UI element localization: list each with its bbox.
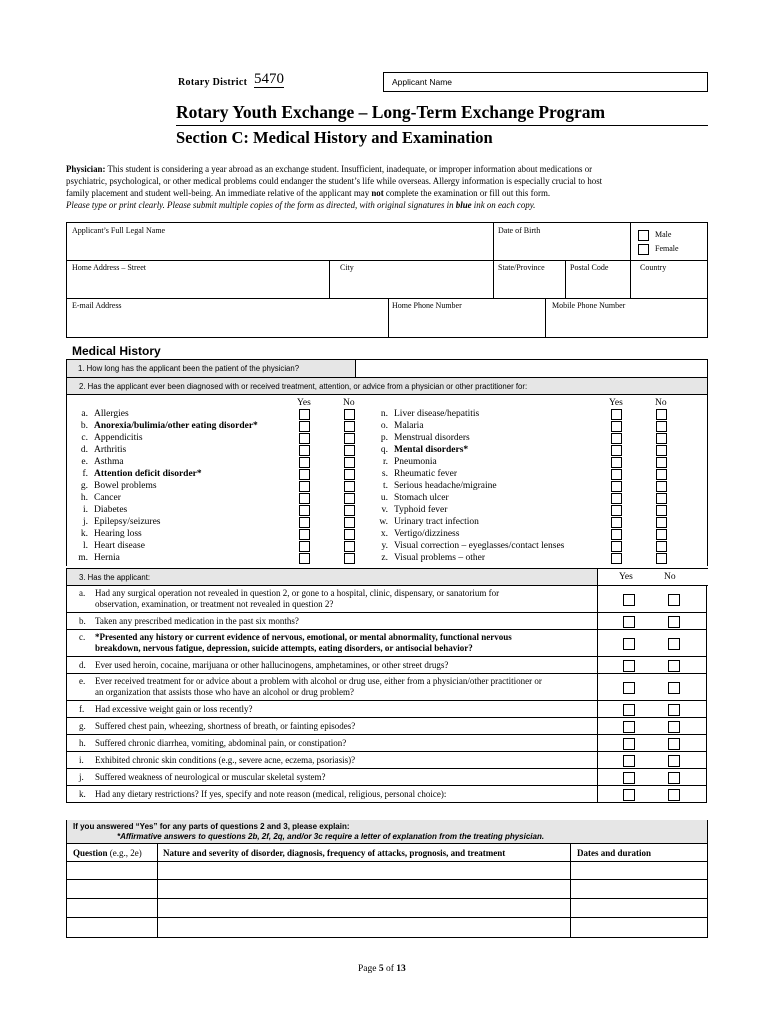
q3-letter: e. [79,676,86,686]
condition-text: Appendicitis [94,433,143,443]
condition-no-checkbox[interactable] [656,457,667,468]
condition-yes-checkbox[interactable] [611,505,622,516]
q3-letter: j. [79,772,84,782]
condition-letter: y. [381,541,388,551]
q2-label: 2. Has the applicant ever been diagnosed with or received treatment, attention, or advice from a physician or other practitioner for: [79,382,528,391]
condition-text: Diabetes [94,505,128,515]
condition-yes-checkbox[interactable] [611,481,622,492]
condition-yes-checkbox[interactable] [611,433,622,444]
condition-row-left [66,468,202,480]
instruction-bold: blue [455,200,472,210]
yes-header-right: Yes [609,398,623,408]
condition-letter: o. [380,421,388,431]
condition-row-right [366,408,479,420]
condition-text: Rheumatic fever [394,469,458,479]
condition-text: Arthritis [94,445,127,455]
condition-text: Hernia [94,553,120,563]
q1-label: 1. How long has the applicant been the patient of the physician? [78,364,300,373]
condition-row-right [366,444,468,456]
q3-yes-checkbox[interactable] [623,682,635,694]
condition-row-left [66,432,143,444]
condition-no-checkbox[interactable] [344,493,355,504]
intro-line-3-post: complete the examination or fill out this form. [383,188,551,198]
q3-question [79,660,448,671]
q3-line-1: Suffered weakness of neurological or muscular skeletal system? [95,772,326,782]
q3-no-checkbox[interactable] [668,638,680,650]
dob-field[interactable]: Date of Birth [498,226,541,235]
condition-text: Typhoid fever [394,505,448,515]
q3-no-checkbox[interactable] [668,738,680,750]
condition-text: Vertigo/dizziness [394,529,460,539]
condition-no-checkbox[interactable] [344,445,355,456]
state-field[interactable]: State/Province [498,263,545,272]
q3-line-1: Had any surgical operation not revealed in question 2, or gone to a hospital, clinic, dispensary, or sanatorium for [95,588,500,598]
intro-line-2: psychiatric, psychological, or other medical problems could endanger the student’s life while overseas. Allergy information is especially crucial to host [66,176,603,186]
page-number [358,964,406,974]
condition-yes-checkbox[interactable] [299,553,310,564]
condition-no-checkbox[interactable] [344,505,355,516]
condition-letter: n. [380,409,388,419]
q3-row [66,735,707,752]
condition-row-right [366,456,437,468]
condition-letter: g. [80,481,88,491]
condition-letter: m. [78,553,88,563]
physician-label: Physician: [66,164,106,174]
condition-letter: p. [380,433,388,443]
page-total: 13 [396,964,406,974]
q3-no-checkbox[interactable] [668,772,680,784]
condition-text: Serious headache/migraine [394,481,497,491]
q3-yes-checkbox[interactable] [623,594,635,606]
q3-no-header: No [664,572,676,582]
condition-row-right [366,528,459,540]
q3-yes-checkbox[interactable] [623,704,635,716]
female-option[interactable] [638,244,679,255]
q3-no-checkbox[interactable] [668,660,680,672]
condition-row-left [66,420,258,432]
full-name-field[interactable]: Applicant’s Full Legal Name [72,226,166,235]
condition-letter: x. [380,529,388,539]
q3-row [66,657,707,674]
q3-line-2: breakdown, nervous fatigue, depression, suicide attempts, eating disorders, or antisocial behavior? [95,643,473,653]
condition-row-left [66,540,145,552]
condition-no-checkbox[interactable] [344,433,355,444]
instruction-pre: Please type or print clearly. Please submit multiple copies of the form as directed, with original signatures in [66,200,456,210]
condition-no-checkbox[interactable] [656,445,667,456]
q3-yes-header: Yes [619,572,633,582]
district-value[interactable]: 5470 [254,71,284,87]
q3-yes-checkbox[interactable] [623,772,635,784]
q3-row [66,718,707,735]
condition-no-checkbox[interactable] [656,481,667,492]
q3-letter: b. [79,616,86,626]
col-dates-header: Dates and duration [577,848,652,858]
q3-letter: a. [79,588,86,598]
intro-line-3-bold: not [371,188,384,198]
condition-row-left [66,552,120,564]
no-header-right: No [655,398,667,408]
condition-no-checkbox[interactable] [656,433,667,444]
condition-text: Visual problems – other [394,553,485,563]
q3-yes-checkbox[interactable] [623,738,635,750]
condition-text: Stomach ulcer [394,493,449,503]
condition-text: Menstrual disorders [394,433,470,443]
yes-note: If you answered “Yes” for any parts of questions 2 and 3, please explain: [73,822,350,831]
condition-text: Cancer [94,493,121,503]
page-pre: Page [358,964,379,974]
q3-line-2: an organization that assists those who have an alcohol or drug problem? [95,687,355,697]
condition-row-left [66,456,124,468]
condition-yes-checkbox[interactable] [299,457,310,468]
q3-no-checkbox[interactable] [668,789,680,801]
condition-yes-checkbox[interactable] [299,481,310,492]
female-label: Female [655,244,679,254]
condition-letter: l. [82,541,88,551]
condition-yes-checkbox[interactable] [611,469,622,480]
q3-line-1: *Presented any history or current evidence of nervous, emotional, or mental abnormality, functional nervous [95,632,512,642]
condition-yes-checkbox[interactable] [611,493,622,504]
condition-yes-checkbox[interactable] [299,469,310,480]
q3-yes-checkbox[interactable] [623,616,635,628]
email-field[interactable]: E-mail Address [72,301,122,310]
condition-letter: z. [381,553,388,563]
page-of: of [383,964,397,974]
condition-no-checkbox[interactable] [344,409,355,420]
condition-text: Anorexia/bulimia/other eating disorder* [94,421,258,431]
condition-row-right [366,432,470,444]
condition-no-checkbox[interactable] [656,517,667,528]
col-question-rest: (e.g., 2e) [107,848,142,858]
q3-yes-checkbox[interactable] [623,755,635,767]
condition-text: Mental disorders* [394,445,469,455]
q3-row [66,752,707,769]
condition-yes-checkbox[interactable] [611,445,622,456]
condition-yes-checkbox[interactable] [611,409,622,420]
condition-letter: q. [380,445,388,455]
q3-line-1: Exhibited chronic skin conditions (e.g., severe acne, eczema, psoriasis)? [95,755,356,765]
applicant-info-grid [66,222,708,338]
condition-row-right [366,420,424,432]
condition-yes-checkbox[interactable] [611,517,622,528]
condition-yes-checkbox[interactable] [299,421,310,432]
condition-yes-checkbox[interactable] [299,517,310,528]
col-question-bold: Question [73,848,108,858]
condition-yes-checkbox[interactable] [299,433,310,444]
condition-letter: u. [380,493,388,503]
explanation-cell[interactable] [158,862,570,879]
q3-no-checkbox[interactable] [668,616,680,628]
condition-letter: k. [80,529,88,539]
applicant-name-label: Applicant Name [392,77,453,87]
condition-row-left [66,504,127,516]
q3-yes-checkbox[interactable] [623,789,635,801]
condition-no-checkbox[interactable] [344,517,355,528]
q3-row [66,769,707,786]
applicant-name-field[interactable] [383,72,708,92]
street-field[interactable]: Home Address – Street [72,263,146,272]
page-subtitle: Section C: Medical History and Examination [176,128,493,147]
condition-yes-checkbox[interactable] [611,541,622,552]
condition-yes-checkbox[interactable] [611,529,622,540]
q3-row [66,701,707,718]
postal-field[interactable]: Postal Code [570,263,609,272]
condition-row-left [66,408,129,420]
condition-yes-checkbox[interactable] [611,457,622,468]
col-question-header [73,848,142,858]
page-title: Rotary Youth Exchange – Long-Term Exchange Program [176,102,606,122]
q3-no-checkbox[interactable] [668,755,680,767]
condition-row-left [66,516,160,528]
condition-text: Epilepsy/seizures [94,517,161,527]
q3-yes-checkbox[interactable] [623,660,635,672]
condition-letter: r. [382,457,388,467]
condition-no-checkbox[interactable] [656,409,667,420]
condition-row-right [366,540,564,552]
explanation-cell[interactable] [67,862,157,879]
condition-row-right [366,492,449,504]
condition-yes-checkbox[interactable] [611,553,622,564]
home-phone-field[interactable]: Home Phone Number [392,301,462,310]
yes-header-left: Yes [297,398,311,408]
condition-no-checkbox[interactable] [656,541,667,552]
condition-letter: w. [379,517,388,527]
q3-letter: h. [79,738,86,748]
q2-row [66,378,708,395]
condition-text: Urinary tract infection [394,517,479,527]
condition-letter: b. [80,421,88,431]
q3-question [79,632,512,654]
condition-yes-checkbox[interactable] [299,445,310,456]
condition-letter: a. [81,409,88,419]
q3-question [79,738,346,749]
condition-no-checkbox[interactable] [344,481,355,492]
explanation-table [66,844,708,938]
q3-letter: g. [79,721,86,731]
q3-line-1: Ever received treatment for or advice about a problem with alcohol or drug use, either from a physician/other practitioner or [95,676,542,686]
male-label: Male [655,230,672,240]
male-checkbox[interactable] [638,230,649,241]
intro-line-1: This student is considering a year abroad as an exchange student. Insufficient, inadequate, or improper information about medications or [107,164,593,174]
title-rule [176,125,708,126]
condition-text: Heart disease [94,541,145,551]
condition-no-checkbox[interactable] [656,469,667,480]
q3-no-checkbox[interactable] [668,704,680,716]
affirm-note: *Affirmative answers to questions 2b, 2f, 2q, and/or 3c require a letter of explanation from the treating physician. [117,832,545,841]
condition-text: Malaria [394,421,424,431]
medical-history-heading: Medical History [72,344,161,358]
q3-letter: f. [79,704,85,714]
condition-letter: e. [81,457,88,467]
q3-line-1: Had any dietary restrictions? If yes, specify and note reason (medical, religious, personal choice): [95,789,447,799]
q3-letter: c. [79,632,86,642]
female-checkbox[interactable] [638,244,649,255]
condition-text: Attention deficit disorder* [94,469,202,479]
condition-letter: i. [82,505,88,515]
q3-line-1: Suffered chest pain, wheezing, shortness of breath, or fainting episodes? [95,721,356,731]
condition-text: Liver disease/hepatitis [394,409,480,419]
q3-question [79,616,299,627]
condition-letter: c. [81,433,88,443]
q3-yes-checkbox[interactable] [623,721,635,733]
condition-text: Asthma [94,457,124,467]
condition-letter: d. [80,445,88,455]
q3-line-1: Ever used heroin, cocaine, marijuana or other hallucinogens, amphetamines, or other street drugs? [95,660,449,670]
no-header-left: No [343,398,355,408]
explanation-cell[interactable] [571,862,707,879]
q3-letter: d. [79,660,86,670]
condition-yes-checkbox[interactable] [299,529,310,540]
condition-no-checkbox[interactable] [344,553,355,564]
condition-letter: h. [80,493,88,503]
col-nature-header: Nature and severity of disorder, diagnosis, frequency of attacks, prognosis, and treatment [163,848,506,858]
condition-no-checkbox[interactable] [656,505,667,516]
condition-text: Pneumonia [394,457,437,467]
condition-letter: f. [82,469,88,479]
q3-line-1: Had excessive weight gain or loss recently? [95,704,253,714]
condition-yes-checkbox[interactable] [299,505,310,516]
condition-yes-checkbox[interactable] [299,541,310,552]
q3-row [66,786,707,803]
condition-letter: j. [82,517,88,527]
q3-line-2: observation, examination, or treatment not revealed in question 2? [95,599,334,609]
male-option[interactable] [638,230,671,241]
condition-no-checkbox[interactable] [344,469,355,480]
condition-row-right [366,480,497,492]
q3-row [66,630,707,657]
page-num: 5 [378,964,384,974]
q3-question [79,772,326,783]
q3-row [66,586,707,613]
condition-text: Visual correction – eyeglasses/contact lenses [394,541,565,551]
condition-row-left [66,528,142,540]
q3-header-row [66,568,708,586]
condition-row-left [66,444,126,456]
q1-answer-field[interactable] [355,359,708,378]
q3-no-checkbox[interactable] [668,721,680,733]
condition-no-checkbox[interactable] [656,421,667,432]
condition-text: Hearing loss [94,529,142,539]
condition-yes-checkbox[interactable] [611,421,622,432]
condition-letter: s. [381,469,388,479]
condition-no-checkbox[interactable] [344,529,355,540]
condition-row-left [66,492,121,504]
condition-no-checkbox[interactable] [344,421,355,432]
city-field[interactable]: City [340,263,354,272]
condition-no-checkbox[interactable] [656,529,667,540]
q3-question [79,588,499,610]
intro-line-3-pre: family placement and student well-being. An immediate relative of the applicant may [66,188,372,198]
condition-letter: v. [381,505,388,515]
condition-letter: t. [382,481,388,491]
q3-line-1: Taken any prescribed medication in the past six months? [95,616,299,626]
condition-no-checkbox[interactable] [656,553,667,564]
condition-row-right [366,504,447,516]
q3-line-1: Suffered chronic diarrhea, vomiting, abdominal pain, or constipation? [95,738,347,748]
q3-question [79,789,446,800]
q3-row [66,613,707,630]
q3-no-checkbox[interactable] [668,594,680,606]
condition-no-checkbox[interactable] [344,541,355,552]
instruction-post: ink on each copy. [471,200,536,210]
q3-letter: i. [79,755,84,765]
condition-text: Allergies [94,409,129,419]
condition-row-right [366,468,457,480]
condition-row-right [366,516,479,528]
condition-row-left [66,480,157,492]
condition-yes-checkbox[interactable] [299,409,310,420]
q3-letter: k. [79,789,86,799]
q3-question [79,721,355,732]
q3-row [66,674,707,701]
condition-yes-checkbox[interactable] [299,493,310,504]
country-field[interactable]: Country [640,263,667,272]
q3-yes-checkbox[interactable] [623,638,635,650]
condition-no-checkbox[interactable] [656,493,667,504]
condition-text: Bowel problems [94,481,157,491]
q3-label: 3. Has the applicant: [79,573,151,582]
q3-question [79,704,252,715]
q3-question [79,676,542,698]
intro-text [66,163,711,211]
mobile-phone-field[interactable]: Mobile Phone Number [552,301,626,310]
q3-no-checkbox[interactable] [668,682,680,694]
district-label: Rotary District [178,77,248,88]
yes-explanation-bar [66,820,708,844]
condition-row-right [366,552,485,564]
condition-no-checkbox[interactable] [344,457,355,468]
q3-question [79,755,355,766]
